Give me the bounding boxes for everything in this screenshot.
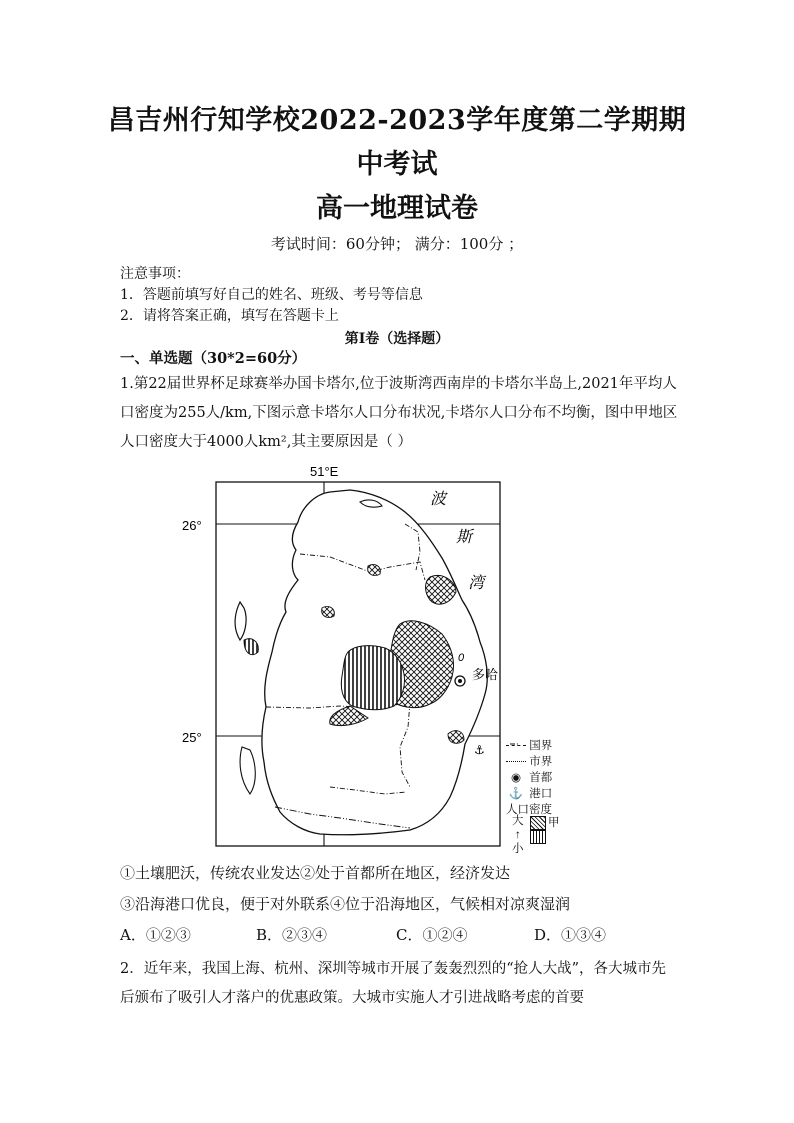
legend-national-border: 国界	[506, 738, 552, 754]
capital-name: 多哈	[472, 667, 499, 682]
q1-option-c[interactable]: C．①②④	[396, 926, 468, 944]
arrow-up-icon: ↑	[515, 829, 521, 841]
capital-legend-icon: ◉	[510, 772, 522, 784]
southwest-coast	[240, 747, 255, 794]
qatar-population-map	[180, 462, 520, 862]
question-1-text: 1.第22届世界杯足球赛举办国卡塔尔,位于波斯湾西南岸的卡塔尔半岛上,2021年平均人口密度为255人/km,下图示意卡塔尔人口分布状况,卡塔尔人口分布不均衡，图中甲地区人口密度大于4000人km²,其主要原因是（ ）	[120, 376, 678, 450]
q1-option-b[interactable]: B．②③④	[256, 926, 328, 944]
q1-option-d[interactable]: D．①③④	[534, 926, 607, 944]
q1-statements-2: ③沿海港口优良，便于对外联系④位于沿海地区，气候相对凉爽湿润	[120, 895, 571, 913]
sea-label-2: 斯	[456, 527, 473, 546]
legend-list	[506, 738, 552, 818]
west-islet	[235, 602, 246, 640]
title-line-1: 昌吉州行知学校2022-2023学年度第二学期期	[107, 105, 687, 136]
sea-label-1: 波	[430, 489, 447, 508]
legend-port: ⚓ 港口	[506, 786, 552, 802]
question-2-text: 2．近年来，我国上海、杭州、深圳等城市开展了轰轰烈烈的“抢人大战”，各大城市先后颁布了吸引人才落户的优惠政策。大城市实施人才引进战略考虑的首要	[120, 961, 667, 1006]
legend-capital: ◉ 首都	[506, 770, 552, 786]
lat-label-top: 26°	[182, 518, 202, 533]
density-zone-west-coast	[244, 639, 258, 655]
notice-item-2: 2．请将答案正确，填写在答题卡上	[120, 308, 339, 324]
lat-label-bottom: 25°	[182, 730, 202, 745]
density-zone-west-small	[322, 606, 335, 617]
notice-heading: 注意事项：	[120, 266, 190, 282]
sea-label-3: 湾	[468, 573, 485, 592]
legend-density-title: 人口密度	[506, 804, 552, 816]
paper-title: 高一地理试卷	[316, 193, 478, 224]
notice-item-1: 1．答题前填写好自己的姓名、班级、考号等信息	[120, 287, 423, 303]
title-line-2: 中考试	[356, 149, 438, 180]
part-title: 一、单选题（30*2=60分）	[120, 350, 307, 367]
section-title: 第Ⅰ卷（选择题）	[344, 331, 450, 347]
legend-city-border: 市界	[506, 754, 552, 770]
port-icon: ⚓	[474, 743, 485, 757]
exam-info: 考试时间：60分钟； 满分：100分 ；	[270, 235, 524, 253]
density-zone-south-small	[448, 731, 464, 744]
q1-option-a[interactable]: A．①②③	[120, 926, 191, 944]
port-legend-icon: ⚓	[508, 788, 524, 800]
lon-label: 51°E	[310, 464, 339, 479]
capital-mark: 0	[458, 652, 465, 664]
q1-statements-1: ①土壤肥沃，传统农业发达②处于首都所在地区，经济发达	[120, 864, 511, 882]
density-zone-north-small	[368, 564, 381, 575]
density-zone-jia	[341, 646, 404, 710]
